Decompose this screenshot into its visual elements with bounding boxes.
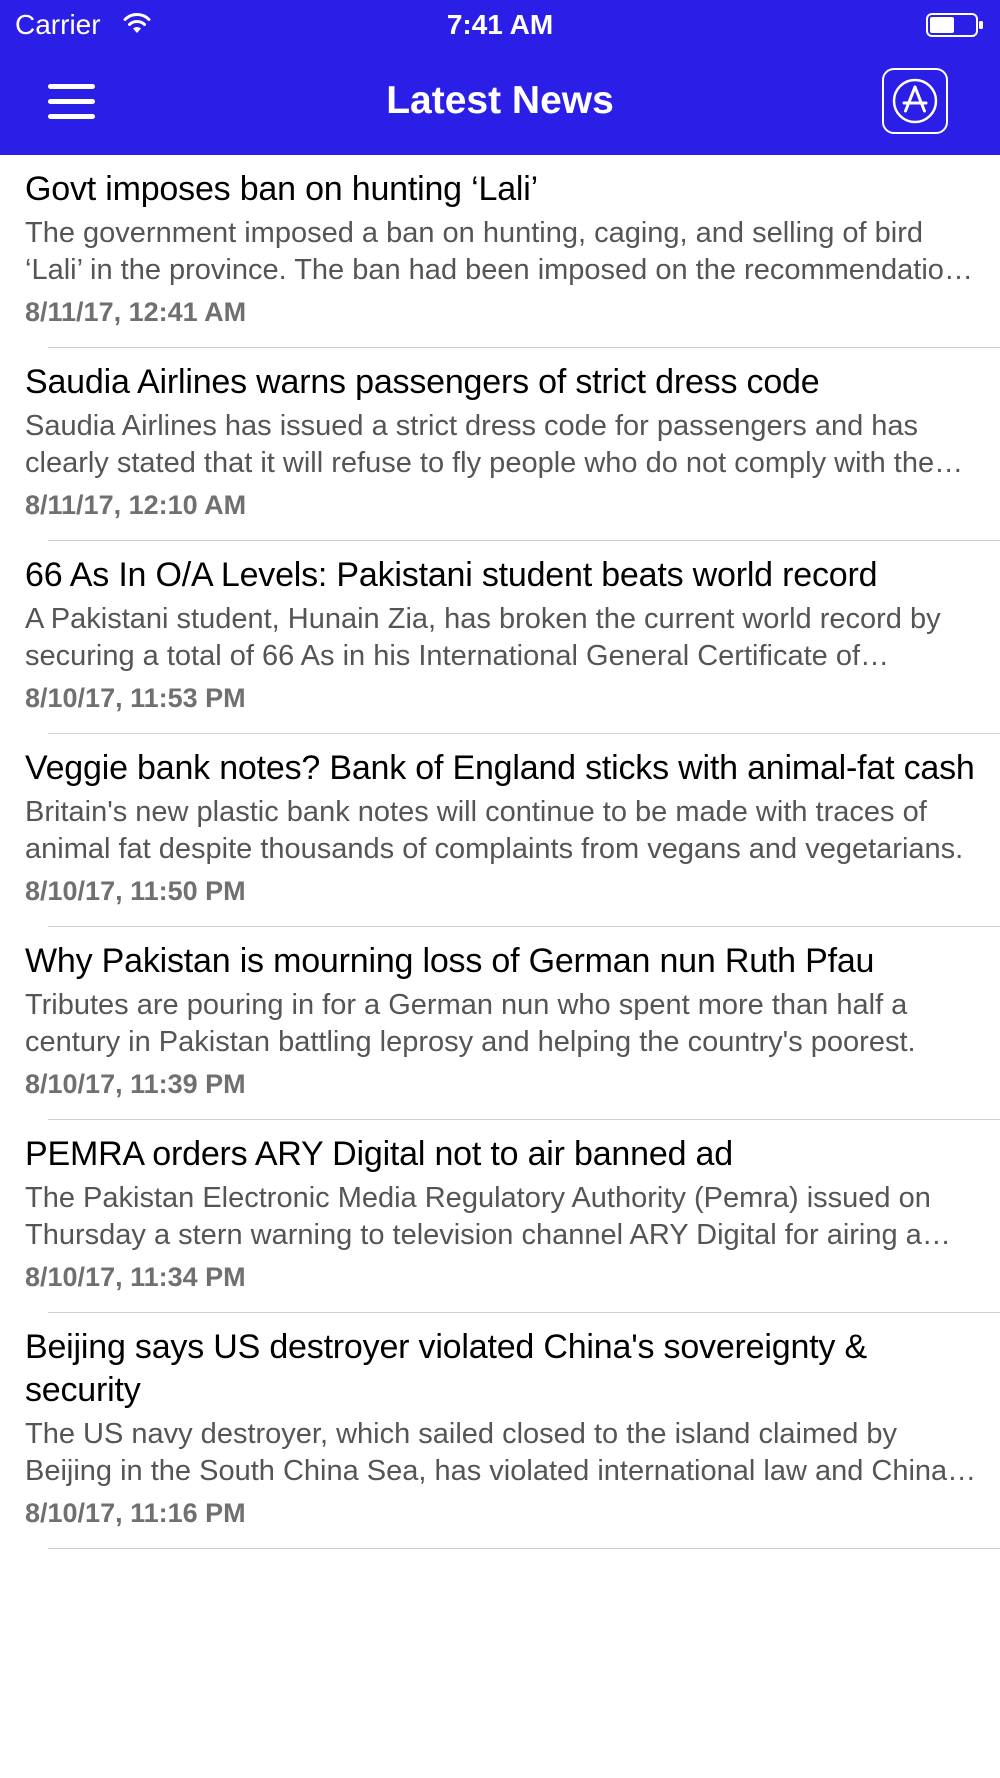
row-divider — [48, 1548, 1000, 1549]
news-summary: Saudia Airlines has issued a strict dress code for passengers and has clearly stated that it will refuse to fly people who do not comply with the — [25, 410, 935, 479]
news-title: Govt imposes ban on hunting ‘Lali’ — [25, 170, 538, 208]
news-item[interactable] — [0, 734, 1000, 927]
news-summary: The US navy destroyer, which sailed closed to the island claimed by Beijing in the South China Sea, has violated international law and China's — [25, 1418, 968, 1487]
navigation-bar — [0, 50, 1000, 155]
news-title: 66 As In O/A Levels: Pakistani student beats world record — [25, 556, 878, 594]
app-store-icon — [882, 68, 948, 134]
page-title: Latest News — [386, 79, 614, 122]
news-date: 8/10/17, 11:16 PM — [25, 1498, 246, 1528]
news-title: PEMRA orders ARY Digital not to air banned ad — [25, 1135, 733, 1173]
news-item[interactable] — [0, 1120, 1000, 1313]
news-title: Why Pakistan is mourning loss of German nun Ruth Pfau — [25, 942, 875, 980]
carrier-label: Carrier — [15, 9, 101, 40]
news-date: 8/10/17, 11:50 PM — [25, 876, 246, 906]
news-summary: A Pakistani student, Hunain Zia, has broken the current world record by securing a total of 66 As in his International General Certificate of — [25, 603, 941, 672]
app-store-button[interactable] — [882, 68, 948, 134]
news-date: 8/11/17, 12:10 AM — [25, 490, 247, 520]
menu-button[interactable] — [36, 70, 106, 132]
news-item[interactable] — [0, 155, 1000, 348]
news-summary: Tributes are pouring in for a German nun who spent more than half a century in Pakistan battling leprosy and helping the country's poorest. — [25, 989, 916, 1058]
news-item[interactable] — [0, 927, 1000, 1120]
news-summary: Britain's new plastic bank notes will continue to be made with traces of animal fat despite thousands of complaints from vegans and vegetarians. — [25, 796, 964, 865]
news-summary: The Pakistan Electronic Media Regulatory Authority (Pemra) issued on Thursday a stern warning to television channel ARY Digital for airing a — [25, 1182, 931, 1251]
news-date: 8/11/17, 12:41 AM — [25, 297, 247, 327]
news-item[interactable] — [0, 348, 1000, 541]
news-date: 8/10/17, 11:39 PM — [25, 1069, 246, 1099]
status-bar — [0, 0, 1000, 50]
news-item[interactable] — [0, 541, 1000, 734]
news-date: 8/10/17, 11:34 PM — [25, 1262, 246, 1292]
app-header — [0, 0, 1000, 155]
news-summary: The government imposed a ban on hunting, caging, and selling of bird ‘Lali’ in the province. The ban had been imposed on the recommendation — [25, 217, 961, 286]
news-title: Saudia Airlines warns passengers of strict dress code — [25, 363, 820, 401]
news-list — [0, 155, 1000, 1778]
news-item[interactable] — [0, 1313, 1000, 1549]
news-date: 8/10/17, 11:53 PM — [25, 683, 246, 713]
news-title: Veggie bank notes? Bank of England sticks with animal-fat cash — [25, 749, 975, 787]
battery-icon — [926, 13, 984, 37]
news-title: Beijing says US destroyer violated China's sovereignty & security — [25, 1328, 867, 1409]
status-time: 7:41 AM — [446, 9, 554, 40]
